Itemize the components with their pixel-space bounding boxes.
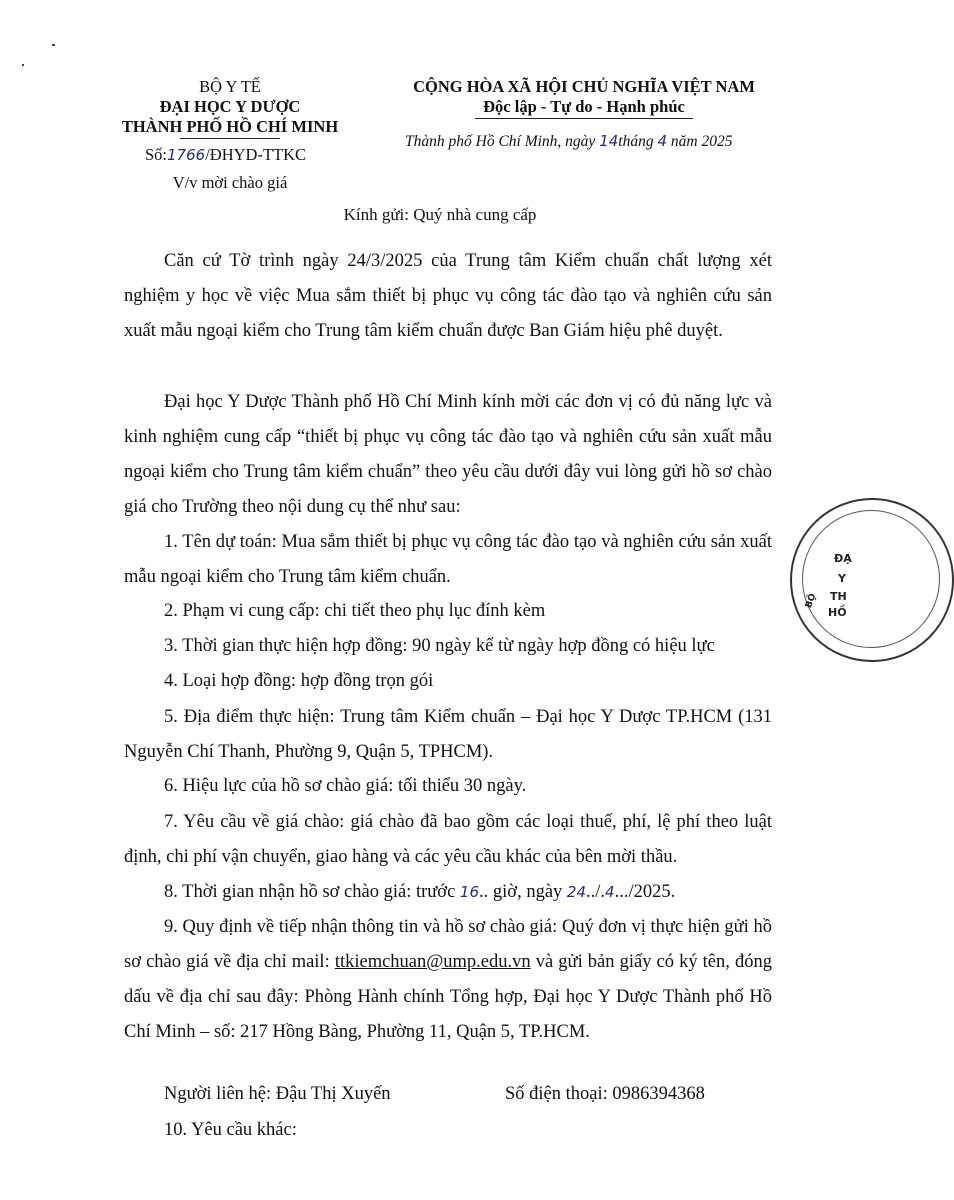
doc-number-handwritten: 1766 (167, 146, 206, 164)
item8-hour-handwritten: 16 (459, 883, 480, 901)
scan-speck (22, 64, 24, 66)
date-day-handwritten: 14 (599, 132, 619, 150)
date-suffix: năm 2025 (667, 133, 733, 150)
contact-phone: Số điện thoại: 0986394368 (505, 1084, 705, 1104)
date-mid: tháng (618, 133, 658, 150)
document-subject: V/v mời chào giá (172, 173, 288, 192)
item9-text-a: 9. Quy định về tiếp nhận thông tin và hồ sơ chào giá: Quý đơn vị thực hiện gửi hồ sơ chào giá về địa chỉ mail: (124, 917, 772, 972)
date-month-handwritten: 4 (657, 132, 668, 150)
list-item-4: 4. Loại hợp đồng: hợp đồng trọn gói (164, 671, 434, 691)
list-item-9 (124, 910, 772, 1050)
contact-email-link[interactable]: ttkiemchuan@ump.edu.vn (334, 952, 531, 972)
item8-suffix: .../2025. (614, 882, 676, 902)
contact-person: Người liên hệ: Đậu Thị Xuyến (164, 1084, 391, 1104)
seal-text-4: HỒ (828, 606, 847, 619)
list-item-10: 10. Yêu cầu khác: (164, 1120, 297, 1140)
doc-number-prefix: Số: (145, 145, 168, 164)
official-seal (790, 498, 954, 662)
item9-text-b: và gửi bản giấy có ký tên, đóng dấu về địa chỉ sau đây: Phòng Hành chính Tổng hợp, Đại học Y Dược Thành phố Hồ Chí Minh – số: 217 Hồng Bàng, Phường 11, Quận 5, TP.HCM. (124, 952, 772, 1042)
seal-text-3: TH (830, 590, 847, 603)
list-item-7: 7. Yêu cầu về giá chào: giá chào đã bao gồm các loại thuế, phí, lệ phí theo luật định, chi phí vận chuyển, giao hàng và các yêu cầu khác của bên mời thầu. (124, 812, 772, 867)
seal-text-5: BỘ (804, 592, 819, 610)
national-motto: Độc lập - Tự do - Hạnh phúc (483, 97, 685, 116)
seal-inner-ring (802, 510, 940, 648)
recipient-line: Kính gửi: Quý nhà cung cấp (343, 205, 537, 224)
date-prefix: Thành phố Hồ Chí Minh, ngày (405, 133, 600, 150)
header-underline-left (180, 138, 280, 139)
item8-sep: ../. (586, 882, 606, 902)
item8-prefix: 8. Thời gian nhận hồ sơ chào giá: trước (164, 882, 460, 902)
seal-text-1: ĐẠ (834, 552, 852, 565)
item8-month-handwritten: 4 (605, 883, 615, 901)
item8-mid: .. giờ, ngày (479, 882, 567, 902)
list-item-8 (124, 875, 772, 910)
document-date (405, 132, 732, 151)
seal-text-2: Y (838, 572, 846, 585)
country-name: CỘNG HÒA XÃ HỘI CHỦ NGHĨA VIỆT NAM (413, 77, 755, 96)
list-item-3: 3. Thời gian thực hiện hợp đồng: 90 ngày kể từ ngày hợp đồng có hiệu lực (164, 636, 715, 656)
list-item-1: 1. Tên dự toán: Mua sắm thiết bị phục vụ công tác đào tạo và nghiên cứu sản xuất mẫu ngoại kiểm cho Trung tâm kiểm chuẩn. (124, 532, 772, 587)
list-item-2: 2. Phạm vi cung cấp: chi tiết theo phụ lục đính kèm (164, 601, 546, 621)
item8-day-handwritten: 24 (566, 883, 586, 901)
ministry-name: BỘ Y TẾ (199, 77, 261, 96)
document-number (145, 145, 306, 165)
list-item-5: 5. Địa điểm thực hiện: Trung tâm Kiểm chuẩn – Đại học Y Dược TP.HCM (131 Nguyễn Chí Thanh, Phường 9, Quận 5, TPHCM). (124, 707, 772, 762)
list-item-6: 6. Hiệu lực của hồ sơ chào giá: tối thiểu 30 ngày. (164, 776, 527, 796)
university-name-line2: THÀNH PHỐ HỒ CHÍ MINH (121, 117, 339, 136)
paragraph-invitation: Đại học Y Dược Thành phố Hồ Chí Minh kính mời các đơn vị có đủ năng lực và kinh nghiệm cung cấp “thiết bị phục vụ công tác đào tạo và nghiên cứu sản xuất mẫu ngoại kiểm cho Trung tâm kiểm chuẩn” theo yêu cầu dưới đây vui lòng gửi hồ sơ chào giá cho Trường theo nội dung cụ thể như sau: (124, 392, 772, 517)
university-name-line1: ĐẠI HỌC Y DƯỢC (159, 97, 301, 116)
paragraph-basis: Căn cứ Tờ trình ngày 24/3/2025 của Trung tâm Kiểm chuẩn chất lượng xét nghiệm y học về việc Mua sắm thiết bị phục vụ công tác đào tạo và nghiên cứu sản xuất mẫu ngoại kiểm cho Trung tâm kiểm chuẩn được Ban Giám hiệu phê duyệt. (124, 251, 772, 341)
scan-speck (52, 44, 55, 46)
header-underline-right (475, 118, 693, 119)
doc-number-suffix: /ĐHYD-TTKC (205, 145, 307, 164)
